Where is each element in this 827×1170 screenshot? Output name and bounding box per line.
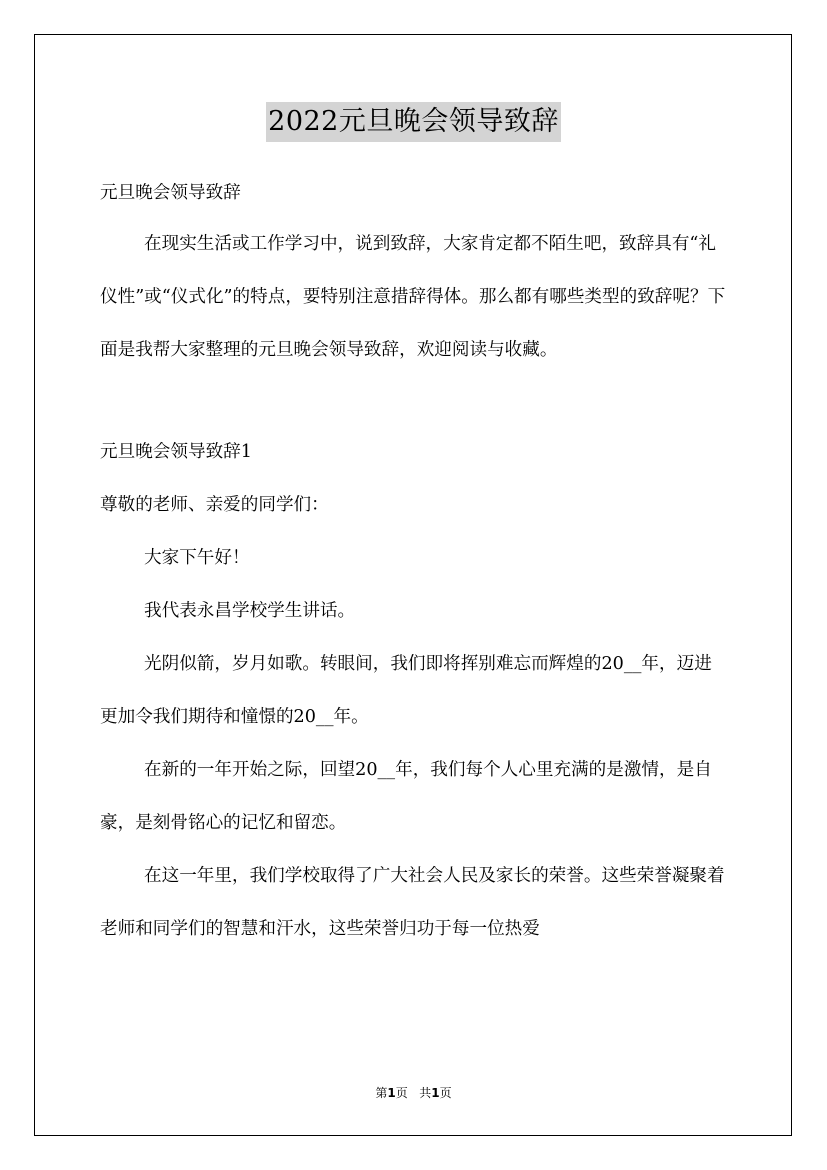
speech-paragraph: 光阴似箭，岁月如歌。转眼间，我们即将挥别难忘而辉煌的20__年，迈进更加令我们期待和憧憬的20__年。 [100, 654, 712, 727]
speech-paragraph: 在这一年里，我们学校取得了广大社会人民及家长的荣誉。这些荣誉凝聚着老师和同学们的智慧和汗水，这些荣誉归功于每一位热爱 [100, 866, 725, 939]
section-heading: 元旦晚会领导致辞1 [100, 442, 252, 462]
total-prefix: 共 [419, 1086, 432, 1100]
page-footer [0, 1084, 827, 1102]
section-gap [100, 377, 727, 426]
speech-paragraph: 我代表永昌学校学生讲话。 [144, 601, 356, 621]
intro-heading: 元旦晚会领导致辞 [100, 183, 241, 203]
total-number: 1 [431, 1086, 440, 1100]
total-suffix: 页 [439, 1086, 452, 1100]
document-title: 2022元旦晚会领导致辞 [266, 102, 561, 142]
salutation: 尊敬的老师、亲爱的同学们： [100, 495, 329, 515]
intro-paragraph: 在现实生活或工作学习中，说到致辞，大家肯定都不陌生吧，致辞具有“礼仪性”或“仪式化”的特点，要特别注意措辞得体。那么都有哪些类型的致辞呢？下面是我帮大家整理的元旦晚会领导致辞，欢迎阅读与收藏。 [100, 234, 726, 360]
speech-paragraph: 在新的一年开始之际，回望20__年，我们每个人心里充满的是激情，是自豪，是刻骨铭心的记忆和留恋。 [100, 760, 712, 833]
page-suffix: 页 [395, 1086, 408, 1100]
page-number: 1 [387, 1086, 396, 1100]
page-prefix: 第 [375, 1086, 388, 1100]
document-body [100, 168, 727, 956]
greeting: 大家下午好！ [144, 548, 250, 568]
title-container [0, 102, 827, 142]
